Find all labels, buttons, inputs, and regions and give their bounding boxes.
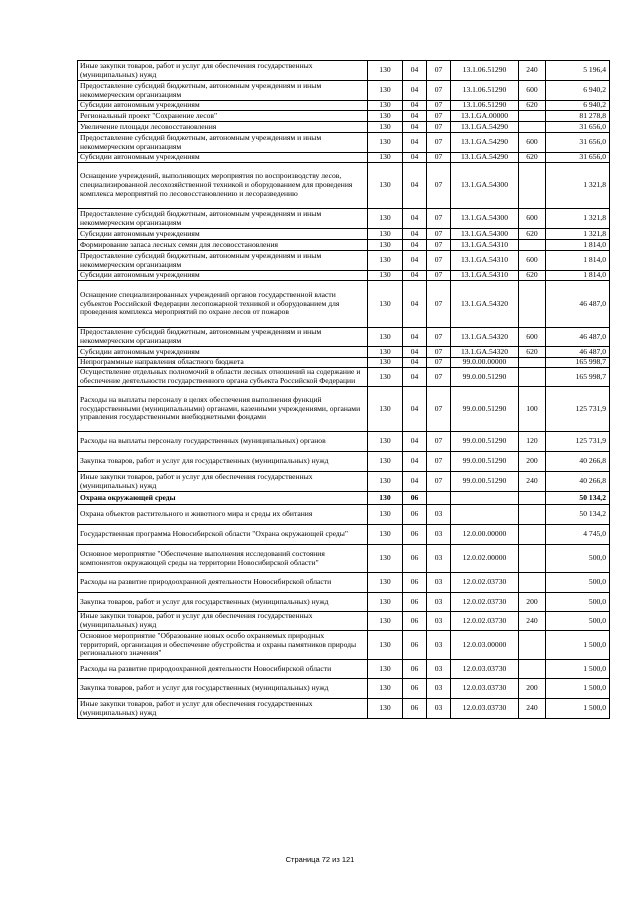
cell-ved: 130 bbox=[368, 209, 403, 229]
cell-sum: 46 487,0 bbox=[546, 281, 610, 328]
cell-ved: 130 bbox=[368, 492, 403, 505]
cell-vr: 200 bbox=[519, 679, 546, 699]
cell-rz: 04 bbox=[403, 281, 427, 328]
cell-ved: 130 bbox=[368, 101, 403, 111]
cell-ved: 130 bbox=[368, 699, 403, 719]
table-row bbox=[78, 525, 610, 545]
cell-rz: 04 bbox=[403, 101, 427, 111]
cell-ved: 130 bbox=[368, 61, 403, 81]
cell-rz: 04 bbox=[403, 251, 427, 271]
cell-rz: 04 bbox=[403, 61, 427, 81]
cell-rz: 06 bbox=[403, 545, 427, 573]
cell-csr: 13.1.GA.54310 bbox=[451, 251, 519, 271]
cell-vr: 600 bbox=[519, 133, 546, 153]
cell-csr: 12.0.03.03730 bbox=[451, 660, 519, 679]
cell-ved: 130 bbox=[368, 432, 403, 452]
cell-ved: 130 bbox=[368, 368, 403, 387]
cell-rz: 04 bbox=[403, 81, 427, 101]
page-number: Страница 72 из 121 bbox=[285, 855, 355, 864]
cell-name: Региональный проект "Сохранение лесов" bbox=[78, 111, 368, 122]
cell-name: Формирование запаса лесных семян для лесовосстановления bbox=[78, 240, 368, 251]
cell-ved: 130 bbox=[368, 358, 403, 368]
cell-name: Расходы на развитие природоохранной деятельности Новосибирской области bbox=[78, 660, 368, 679]
cell-rz: 06 bbox=[403, 660, 427, 679]
cell-vr: 240 bbox=[519, 699, 546, 719]
table-row bbox=[78, 660, 610, 679]
cell-vr bbox=[519, 492, 546, 505]
cell-name: Иные закупки товаров, работ и услуг для обеспечения государственных (муниципальных) нужд bbox=[78, 612, 368, 631]
cell-rz: 06 bbox=[403, 631, 427, 660]
cell-sum: 500,0 bbox=[546, 612, 610, 631]
cell-vr: 620 bbox=[519, 347, 546, 358]
cell-vr: 600 bbox=[519, 328, 546, 347]
cell-ved: 130 bbox=[368, 631, 403, 660]
cell-sum: 125 731,9 bbox=[546, 432, 610, 452]
cell-name: Предоставление субсидий бюджетным, автономным учреждениям и иным некоммерческим организациям bbox=[78, 209, 368, 229]
table-row bbox=[78, 163, 610, 209]
cell-sum: 46 487,0 bbox=[546, 328, 610, 347]
cell-name: Закупка товаров, работ и услуг для государственных (муниципальных) нужд bbox=[78, 679, 368, 699]
cell-vr bbox=[519, 240, 546, 251]
cell-pr: 07 bbox=[427, 209, 451, 229]
cell-pr: 07 bbox=[427, 101, 451, 111]
cell-sum: 6 940,2 bbox=[546, 101, 610, 111]
cell-ved: 130 bbox=[368, 387, 403, 432]
cell-sum: 81 278,8 bbox=[546, 111, 610, 122]
cell-sum: 1 500,0 bbox=[546, 699, 610, 719]
cell-name: Расходы на выплаты персоналу в целях обеспечения выполнения функций государственными (муниципальными) органами, казенными учреждениями, органами управления государственными внебюджетными фондами bbox=[78, 387, 368, 432]
cell-csr: 13.1.GA.54290 bbox=[451, 133, 519, 153]
cell-vr bbox=[519, 163, 546, 209]
cell-vr: 620 bbox=[519, 229, 546, 240]
cell-name: Непрограммные направления областного бюджета bbox=[78, 358, 368, 368]
cell-name: Увеличение площади лесовосстановления bbox=[78, 122, 368, 133]
cell-pr: 07 bbox=[427, 368, 451, 387]
cell-rz: 04 bbox=[403, 472, 427, 492]
table-row bbox=[78, 133, 610, 153]
cell-csr: 99.0.00.00000 bbox=[451, 358, 519, 368]
cell-pr: 07 bbox=[427, 229, 451, 240]
cell-sum: 165 998,7 bbox=[546, 358, 610, 368]
cell-vr bbox=[519, 505, 546, 525]
cell-rz: 06 bbox=[403, 679, 427, 699]
cell-pr: 03 bbox=[427, 612, 451, 631]
table-row bbox=[78, 492, 610, 505]
cell-sum: 1 814,0 bbox=[546, 240, 610, 251]
cell-name: Оснащение специализированных учреждений органов государственной власти субъектов Российской Федерации лесопожарной техникой и оборудованием для проведения комплекса мероприятий по охране лесов от пожаров bbox=[78, 281, 368, 328]
cell-name: Основное мероприятие "Образование новых особо охраняемых природных территорий, организация и обеспечение обустройства и охраны памятников природы регионального значения" bbox=[78, 631, 368, 660]
cell-name: Закупка товаров, работ и услуг для государственных (муниципальных) нужд bbox=[78, 452, 368, 472]
cell-sum: 31 656,0 bbox=[546, 133, 610, 153]
cell-ved: 130 bbox=[368, 271, 403, 281]
cell-name: Субсидии автономным учреждениям bbox=[78, 229, 368, 240]
cell-vr bbox=[519, 631, 546, 660]
cell-vr bbox=[519, 545, 546, 573]
cell-rz: 04 bbox=[403, 387, 427, 432]
cell-vr bbox=[519, 281, 546, 328]
cell-pr: 07 bbox=[427, 163, 451, 209]
cell-vr: 240 bbox=[519, 61, 546, 81]
cell-ved: 130 bbox=[368, 660, 403, 679]
table-row bbox=[78, 432, 610, 452]
cell-pr: 07 bbox=[427, 122, 451, 133]
table-row bbox=[78, 61, 610, 81]
cell-ved: 130 bbox=[368, 505, 403, 525]
cell-pr: 07 bbox=[427, 111, 451, 122]
table-row bbox=[78, 251, 610, 271]
cell-csr: 12.0.03.00000 bbox=[451, 631, 519, 660]
cell-ved: 130 bbox=[368, 229, 403, 240]
table-row bbox=[78, 679, 610, 699]
cell-rz: 04 bbox=[403, 111, 427, 122]
cell-sum: 5 196,4 bbox=[546, 61, 610, 81]
cell-sum: 6 940,2 bbox=[546, 81, 610, 101]
cell-csr: 13.1.GA.54320 bbox=[451, 347, 519, 358]
cell-pr: 03 bbox=[427, 505, 451, 525]
cell-csr: 13.1.GA.54310 bbox=[451, 240, 519, 251]
cell-csr: 13.1.GA.54290 bbox=[451, 122, 519, 133]
table-row bbox=[78, 153, 610, 163]
cell-csr: 13.1.GA.54300 bbox=[451, 229, 519, 240]
cell-vr: 620 bbox=[519, 153, 546, 163]
cell-name: Иные закупки товаров, работ и услуг для обеспечения государственных (муниципальных) нужд bbox=[78, 472, 368, 492]
cell-pr: 03 bbox=[427, 545, 451, 573]
cell-ved: 130 bbox=[368, 240, 403, 251]
cell-sum: 1 321,8 bbox=[546, 163, 610, 209]
cell-rz: 04 bbox=[403, 271, 427, 281]
cell-name: Субсидии автономным учреждениям bbox=[78, 271, 368, 281]
cell-csr: 13.1.GA.54300 bbox=[451, 163, 519, 209]
cell-csr: 12.0.03.03730 bbox=[451, 699, 519, 719]
cell-csr: 12.0.00.00000 bbox=[451, 525, 519, 545]
cell-ved: 130 bbox=[368, 153, 403, 163]
cell-ved: 130 bbox=[368, 545, 403, 573]
cell-vr: 200 bbox=[519, 452, 546, 472]
cell-pr: 03 bbox=[427, 631, 451, 660]
cell-pr: 03 bbox=[427, 573, 451, 593]
budget-table bbox=[77, 60, 610, 719]
table-row bbox=[78, 472, 610, 492]
cell-rz: 04 bbox=[403, 133, 427, 153]
cell-pr: 07 bbox=[427, 472, 451, 492]
cell-pr: 03 bbox=[427, 699, 451, 719]
cell-ved: 130 bbox=[368, 328, 403, 347]
cell-ved: 130 bbox=[368, 111, 403, 122]
cell-name: Государственная программа Новосибирской области "Охрана окружающей среды" bbox=[78, 525, 368, 545]
cell-sum: 50 134,2 bbox=[546, 505, 610, 525]
cell-csr: 13.1.06.51290 bbox=[451, 61, 519, 81]
cell-name: Основное мероприятие "Обеспечение выполнения исследований состояния компонентов окружающей среды на территории Новосибирской области" bbox=[78, 545, 368, 573]
cell-csr: 99.0.00.51290 bbox=[451, 472, 519, 492]
cell-pr: 07 bbox=[427, 387, 451, 432]
cell-pr: 07 bbox=[427, 328, 451, 347]
cell-pr: 07 bbox=[427, 281, 451, 328]
table-row bbox=[78, 111, 610, 122]
cell-pr: 03 bbox=[427, 679, 451, 699]
cell-name: Иные закупки товаров, работ и услуг для обеспечения государственных (муниципальных) нужд bbox=[78, 61, 368, 81]
cell-sum: 1 321,8 bbox=[546, 229, 610, 240]
cell-name: Предоставление субсидий бюджетным, автономным учреждениям и иным некоммерческим организациям bbox=[78, 133, 368, 153]
cell-name: Расходы на выплаты персоналу государственных (муниципальных) органов bbox=[78, 432, 368, 452]
cell-sum: 31 656,0 bbox=[546, 122, 610, 133]
cell-ved: 130 bbox=[368, 163, 403, 209]
cell-pr: 03 bbox=[427, 593, 451, 612]
cell-vr bbox=[519, 358, 546, 368]
cell-rz: 04 bbox=[403, 432, 427, 452]
cell-ved: 130 bbox=[368, 679, 403, 699]
cell-pr: 07 bbox=[427, 251, 451, 271]
cell-sum: 31 656,0 bbox=[546, 153, 610, 163]
cell-name: Субсидии автономным учреждениям bbox=[78, 347, 368, 358]
cell-sum: 500,0 bbox=[546, 593, 610, 612]
cell-csr: 99.0.00.51290 bbox=[451, 432, 519, 452]
table-row bbox=[78, 631, 610, 660]
cell-vr bbox=[519, 122, 546, 133]
cell-sum: 40 266,8 bbox=[546, 472, 610, 492]
cell-rz: 06 bbox=[403, 492, 427, 505]
table-row bbox=[78, 368, 610, 387]
cell-ved: 130 bbox=[368, 81, 403, 101]
cell-sum: 1 814,0 bbox=[546, 271, 610, 281]
cell-sum: 1 814,0 bbox=[546, 251, 610, 271]
table-row bbox=[78, 229, 610, 240]
cell-vr: 120 bbox=[519, 432, 546, 452]
cell-rz: 04 bbox=[403, 153, 427, 163]
cell-vr: 620 bbox=[519, 101, 546, 111]
cell-sum: 125 731,9 bbox=[546, 387, 610, 432]
cell-ved: 130 bbox=[368, 452, 403, 472]
cell-csr: 99.0.00.51290 bbox=[451, 452, 519, 472]
cell-rz: 04 bbox=[403, 347, 427, 358]
cell-sum: 50 134,2 bbox=[546, 492, 610, 505]
cell-rz: 06 bbox=[403, 525, 427, 545]
cell-rz: 04 bbox=[403, 240, 427, 251]
cell-sum: 165 998,7 bbox=[546, 368, 610, 387]
cell-vr: 600 bbox=[519, 251, 546, 271]
cell-vr bbox=[519, 660, 546, 679]
cell-csr: 13.1.06.51290 bbox=[451, 101, 519, 111]
cell-csr: 13.1.GA.54300 bbox=[451, 209, 519, 229]
cell-csr: 12.0.03.03730 bbox=[451, 679, 519, 699]
table-row bbox=[78, 101, 610, 111]
cell-ved: 130 bbox=[368, 593, 403, 612]
cell-rz: 04 bbox=[403, 368, 427, 387]
table-row bbox=[78, 545, 610, 573]
cell-ved: 130 bbox=[368, 347, 403, 358]
cell-name: Осуществление отдельных полномочий в области лесных отношений на содержание и обеспечение деятельности государственного органа субъекта Российской Федерации bbox=[78, 368, 368, 387]
cell-ved: 130 bbox=[368, 525, 403, 545]
cell-sum: 1 321,8 bbox=[546, 209, 610, 229]
cell-vr bbox=[519, 573, 546, 593]
table-row bbox=[78, 347, 610, 358]
cell-vr: 240 bbox=[519, 472, 546, 492]
cell-ved: 130 bbox=[368, 573, 403, 593]
cell-rz: 04 bbox=[403, 358, 427, 368]
cell-name: Охрана объектов растительного и животного мира и среды их обитания bbox=[78, 505, 368, 525]
table-row bbox=[78, 209, 610, 229]
table-row bbox=[78, 281, 610, 328]
cell-name: Оснащение учреждений, выполняющих мероприятия по воспроизводству лесов, специализированной лесохозяйственной техникой и оборудованием для проведения комплекса мероприятий по лесовосстановлению и лесоразведению bbox=[78, 163, 368, 209]
cell-csr bbox=[451, 492, 519, 505]
cell-name: Иные закупки товаров, работ и услуг для обеспечения государственных (муниципальных) нужд bbox=[78, 699, 368, 719]
cell-rz: 04 bbox=[403, 163, 427, 209]
cell-rz: 06 bbox=[403, 573, 427, 593]
cell-csr: 13.1.06.51290 bbox=[451, 81, 519, 101]
cell-rz: 04 bbox=[403, 209, 427, 229]
cell-pr: 07 bbox=[427, 61, 451, 81]
cell-sum: 500,0 bbox=[546, 545, 610, 573]
cell-ved: 130 bbox=[368, 281, 403, 328]
cell-vr: 100 bbox=[519, 387, 546, 432]
cell-csr: 12.0.02.03730 bbox=[451, 612, 519, 631]
cell-vr: 240 bbox=[519, 612, 546, 631]
table-row bbox=[78, 452, 610, 472]
cell-ved: 130 bbox=[368, 133, 403, 153]
cell-csr: 12.0.02.03730 bbox=[451, 573, 519, 593]
cell-name: Закупка товаров, работ и услуг для государственных (муниципальных) нужд bbox=[78, 593, 368, 612]
cell-ved: 130 bbox=[368, 472, 403, 492]
table-row bbox=[78, 81, 610, 101]
cell-rz: 06 bbox=[403, 593, 427, 612]
cell-csr: 12.0.02.03730 bbox=[451, 593, 519, 612]
cell-vr: 600 bbox=[519, 81, 546, 101]
cell-csr: 13.1.GA.54290 bbox=[451, 153, 519, 163]
cell-name: Предоставление субсидий бюджетным, автономным учреждениям и иным некоммерческим организациям bbox=[78, 328, 368, 347]
cell-name: Расходы на развитие природоохранной деятельности Новосибирской области bbox=[78, 573, 368, 593]
cell-rz: 06 bbox=[403, 505, 427, 525]
cell-pr: 07 bbox=[427, 347, 451, 358]
cell-name: Охрана окружающей среды bbox=[78, 492, 368, 505]
cell-pr: 07 bbox=[427, 452, 451, 472]
cell-pr bbox=[427, 492, 451, 505]
cell-sum: 4 745,0 bbox=[546, 525, 610, 545]
cell-sum: 500,0 bbox=[546, 573, 610, 593]
cell-name: Субсидии автономным учреждениям bbox=[78, 101, 368, 111]
cell-vr bbox=[519, 525, 546, 545]
table-row bbox=[78, 271, 610, 281]
cell-rz: 06 bbox=[403, 699, 427, 719]
cell-csr: 13.1.GA.54310 bbox=[451, 271, 519, 281]
cell-pr: 07 bbox=[427, 432, 451, 452]
cell-rz: 04 bbox=[403, 452, 427, 472]
table-row bbox=[78, 612, 610, 631]
cell-sum: 1 500,0 bbox=[546, 679, 610, 699]
table-row bbox=[78, 387, 610, 432]
cell-sum: 40 266,8 bbox=[546, 452, 610, 472]
cell-vr: 620 bbox=[519, 271, 546, 281]
cell-csr: 13.1.GA.54320 bbox=[451, 281, 519, 328]
cell-pr: 07 bbox=[427, 358, 451, 368]
cell-csr: 13.1.GA.54320 bbox=[451, 328, 519, 347]
table-row bbox=[78, 573, 610, 593]
cell-sum: 46 487,0 bbox=[546, 347, 610, 358]
cell-vr: 200 bbox=[519, 593, 546, 612]
cell-name: Предоставление субсидий бюджетным, автономным учреждениям и иным некоммерческим организациям bbox=[78, 251, 368, 271]
table-row bbox=[78, 699, 610, 719]
cell-pr: 03 bbox=[427, 660, 451, 679]
cell-ved: 130 bbox=[368, 122, 403, 133]
cell-vr bbox=[519, 368, 546, 387]
cell-pr: 07 bbox=[427, 133, 451, 153]
cell-pr: 07 bbox=[427, 271, 451, 281]
cell-pr: 03 bbox=[427, 525, 451, 545]
cell-rz: 04 bbox=[403, 122, 427, 133]
table-row bbox=[78, 505, 610, 525]
cell-csr: 99.0.00.51290 bbox=[451, 387, 519, 432]
cell-vr: 600 bbox=[519, 209, 546, 229]
cell-rz: 06 bbox=[403, 612, 427, 631]
cell-sum: 1 500,0 bbox=[546, 631, 610, 660]
cell-ved: 130 bbox=[368, 251, 403, 271]
cell-ved: 130 bbox=[368, 612, 403, 631]
cell-csr bbox=[451, 505, 519, 525]
cell-rz: 04 bbox=[403, 328, 427, 347]
cell-name: Предоставление субсидий бюджетным, автономным учреждениям и иным некоммерческим организациям bbox=[78, 81, 368, 101]
cell-rz: 04 bbox=[403, 229, 427, 240]
cell-pr: 07 bbox=[427, 81, 451, 101]
cell-csr: 12.0.02.00000 bbox=[451, 545, 519, 573]
cell-pr: 07 bbox=[427, 153, 451, 163]
table-row bbox=[78, 240, 610, 251]
cell-csr: 13.1.GA.00000 bbox=[451, 111, 519, 122]
table-row bbox=[78, 328, 610, 347]
table-row bbox=[78, 593, 610, 612]
cell-sum: 1 500,0 bbox=[546, 660, 610, 679]
cell-csr: 99.0.00.51290 bbox=[451, 368, 519, 387]
table-row bbox=[78, 358, 610, 368]
cell-name: Субсидии автономным учреждениям bbox=[78, 153, 368, 163]
cell-pr: 07 bbox=[427, 240, 451, 251]
table-row bbox=[78, 122, 610, 133]
cell-vr bbox=[519, 111, 546, 122]
